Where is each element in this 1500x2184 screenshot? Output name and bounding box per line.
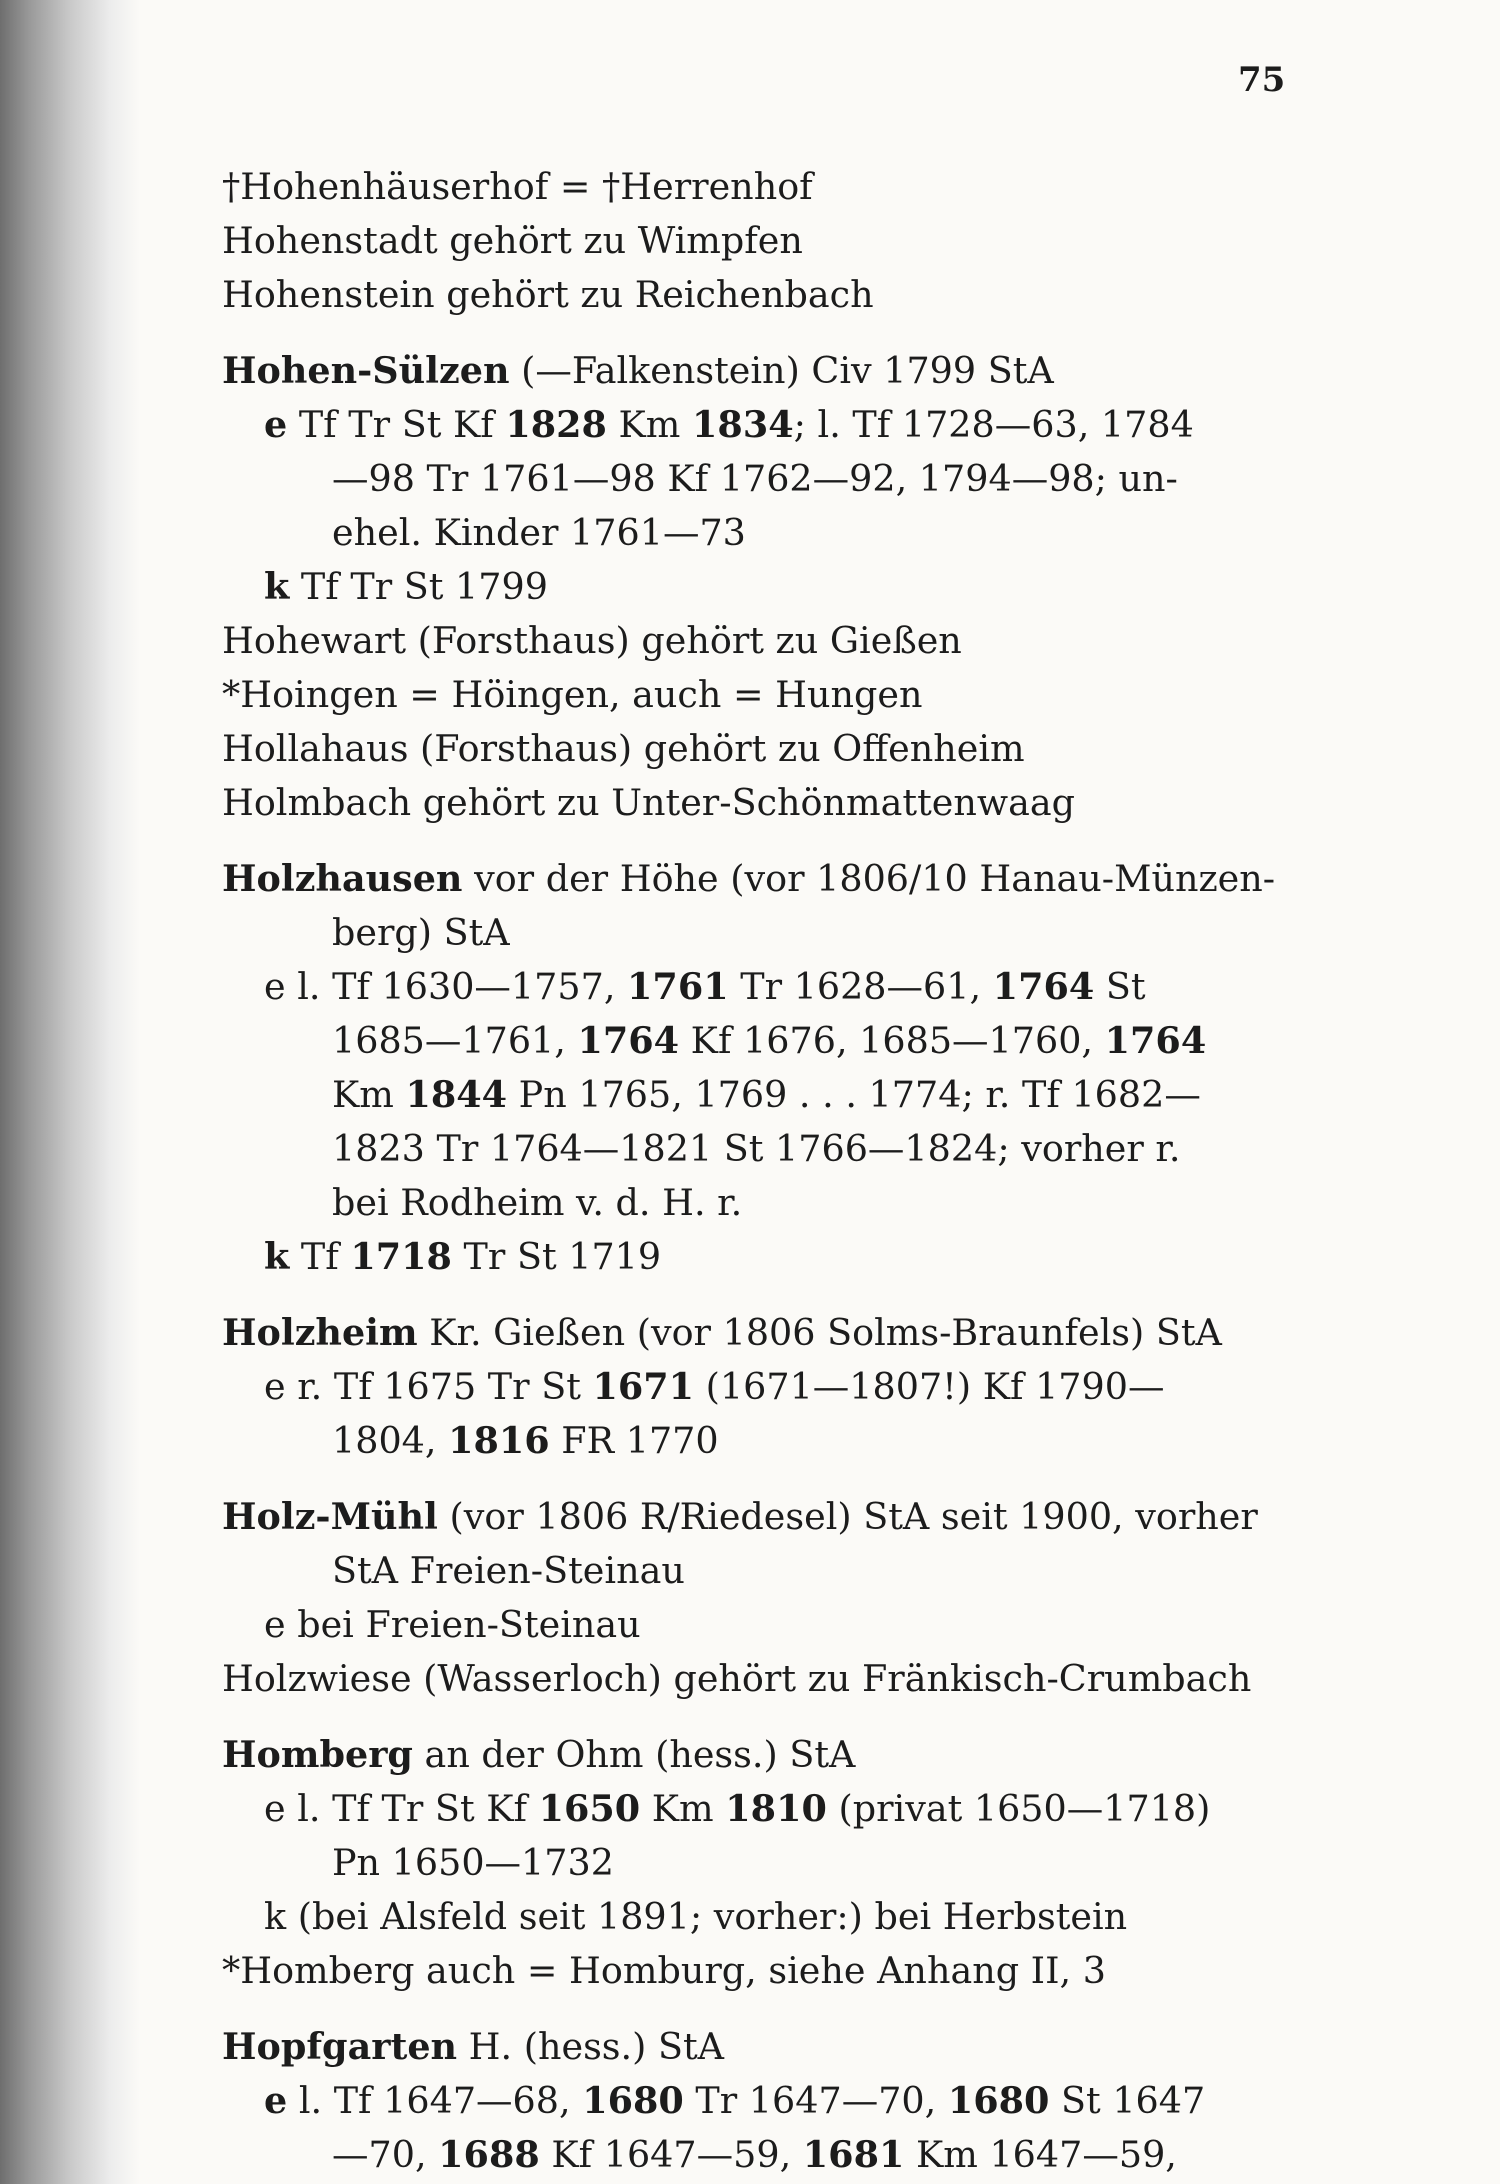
text-segment: Hohenstein gehört zu Reichenbach <box>222 273 874 316</box>
text-line <box>222 2074 1342 2128</box>
text-segment: Kr. Gießen (vor 1806 Solms-Braunfels) StA <box>417 1311 1222 1354</box>
bold-text: 1671 <box>592 1365 695 1408</box>
bold-text: Homberg <box>222 1733 413 1776</box>
bold-text: 1764 <box>992 965 1095 1008</box>
bold-text: Holzheim <box>222 1311 418 1354</box>
text-segment: 1685—1761, <box>332 1019 578 1062</box>
text-line <box>222 214 1342 268</box>
text-segment: e bei Freien-Steinau <box>264 1603 641 1646</box>
text-segment: Holmbach gehört zu Unter-Schönmattenwaag <box>222 781 1075 824</box>
bold-text: Hopfgarten <box>222 2025 458 2068</box>
text-segment: *Homberg auch = Homburg, siehe Anhang II, 3 <box>222 1949 1106 1992</box>
bold-text: 1828 <box>505 403 607 446</box>
text-line <box>222 1306 1342 1360</box>
text-segment: Hohenstadt gehört zu Wimpfen <box>222 219 803 262</box>
text-segment: *Hoingen = Höingen, auch = Hungen <box>222 673 923 716</box>
text-segment: e l. Tf 1630—1757, <box>264 965 628 1008</box>
gazetteer-entries <box>222 160 1342 2182</box>
page-gutter-shadow <box>0 0 140 2184</box>
entry-spacer <box>222 322 1342 344</box>
text-line <box>222 452 1342 506</box>
text-line <box>222 560 1342 614</box>
bold-text: 1844 <box>405 1073 508 1116</box>
bold-text: 1816 <box>448 1419 550 1462</box>
bold-text: 1681 <box>802 2133 905 2176</box>
text-segment: Tf <box>289 1235 351 1278</box>
text-line <box>222 1360 1342 1414</box>
text-line <box>222 668 1342 722</box>
text-line <box>222 722 1342 776</box>
text-line <box>222 1836 1342 1890</box>
text-line <box>222 1490 1342 1544</box>
bold-text: Holz-Mühl <box>222 1495 438 1538</box>
text-segment: Tr St 1719 <box>451 1235 662 1278</box>
text-line <box>222 506 1342 560</box>
text-line <box>222 1068 1342 1122</box>
text-line <box>222 1728 1342 1782</box>
bold-text: k <box>264 565 290 608</box>
text-segment: Holzwiese (Wasserloch) gehört zu Fränkisch-Crumbach <box>222 1657 1252 1700</box>
bold-text: k <box>264 1235 290 1278</box>
text-segment: Kf 1647—59, <box>539 2133 803 2176</box>
text-segment: 1804, <box>332 1419 449 1462</box>
text-segment: H. (hess.) StA <box>457 2025 725 2068</box>
text-line <box>222 852 1342 906</box>
text-segment: Tf Tr St 1799 <box>289 565 548 608</box>
text-line <box>222 268 1342 322</box>
bold-text: e <box>264 403 288 446</box>
text-segment: Pn 1650—1732 <box>332 1841 614 1884</box>
bold-text: Holzhausen <box>222 857 463 900</box>
text-segment: Tr 1647—70, <box>683 2079 948 2122</box>
text-segment: FR 1770 <box>549 1419 719 1462</box>
text-segment: St 1647 <box>1049 2079 1206 2122</box>
text-segment: bei Rodheim v. d. H. r. <box>332 1181 743 1224</box>
text-segment: Km <box>332 1073 406 1116</box>
text-line <box>222 398 1342 452</box>
text-line <box>222 1176 1342 1230</box>
text-segment: Hohewart (Forsthaus) gehört zu Gießen <box>222 619 962 662</box>
text-segment: (1671—1807!) Kf 1790— <box>694 1365 1165 1408</box>
text-segment: ehel. Kinder 1761—73 <box>332 511 746 554</box>
text-line <box>222 906 1342 960</box>
text-segment: an der Ohm (hess.) StA <box>412 1733 856 1776</box>
text-line <box>222 960 1342 1014</box>
bold-text: Hohen-Sülzen <box>222 349 510 392</box>
text-line <box>222 1414 1342 1468</box>
text-segment: (—Falkenstein) Civ 1799 StA <box>509 349 1054 392</box>
text-line <box>222 2020 1342 2074</box>
text-line <box>222 1230 1342 1284</box>
text-segment: †Hohenhäuserhof = †Herrenhof <box>222 165 813 208</box>
bold-text: 1761 <box>627 965 729 1008</box>
text-segment: 1823 Tr 1764—1821 St 1766—1824; vorher r. <box>332 1127 1181 1170</box>
bold-text: 1764 <box>1104 1019 1207 1062</box>
text-segment: Pn 1765, 1769 . . . 1774; r. Tf 1682— <box>507 1073 1201 1116</box>
text-segment: Km <box>640 1787 726 1830</box>
text-line <box>222 344 1342 398</box>
text-segment: e l. Tf Tr St Kf <box>264 1787 539 1830</box>
text-line <box>222 1598 1342 1652</box>
text-segment: —98 Tr 1761—98 Kf 1762—92, 1794—98; un- <box>332 457 1178 500</box>
text-segment: (privat 1650—1718) <box>826 1787 1211 1830</box>
entry-spacer <box>222 1468 1342 1490</box>
bold-text: 1764 <box>577 1019 680 1062</box>
text-segment: Km 1647—59, <box>904 2133 1177 2176</box>
text-segment: St <box>1094 965 1146 1008</box>
text-segment: vor der Höhe (vor 1806/10 Hanau-Münzen- <box>462 857 1276 900</box>
entry-spacer <box>222 830 1342 852</box>
text-line <box>222 1782 1342 1836</box>
entry-spacer <box>222 1706 1342 1728</box>
bold-text: e <box>264 2079 288 2122</box>
text-segment: e r. Tf 1675 Tr St <box>264 1365 593 1408</box>
text-line <box>222 776 1342 830</box>
text-segment: Tf Tr St Kf <box>287 403 506 446</box>
text-segment: Kf 1676, 1685—1760, <box>679 1019 1105 1062</box>
text-line <box>222 1944 1342 1998</box>
text-line <box>222 1652 1342 1706</box>
text-segment: k (bei Alsfeld seit 1891; vorher:) bei Herbstein <box>264 1895 1128 1938</box>
text-segment: ; l. Tf 1728—63, 1784 <box>793 403 1194 446</box>
bold-text: 1680 <box>947 2079 1050 2122</box>
bold-text: 1834 <box>692 403 794 446</box>
text-segment: Km <box>606 403 693 446</box>
bold-text: 1650 <box>538 1787 641 1830</box>
text-line <box>222 614 1342 668</box>
text-segment: berg) StA <box>332 911 510 954</box>
text-segment: StA Freien-Steinau <box>332 1549 685 1592</box>
text-line <box>222 1122 1342 1176</box>
text-line <box>222 1544 1342 1598</box>
text-segment: l. Tf 1647—68, <box>287 2079 583 2122</box>
entry-spacer <box>222 1284 1342 1306</box>
bold-text: 1688 <box>438 2133 540 2176</box>
bold-text: 1680 <box>582 2079 684 2122</box>
text-segment: —70, <box>332 2133 439 2176</box>
text-line <box>222 1014 1342 1068</box>
bold-text: 1718 <box>350 1235 452 1278</box>
bold-text: 1810 <box>725 1787 827 1830</box>
text-segment: (vor 1806 R/Riedesel) StA seit 1900, vorher <box>437 1495 1258 1538</box>
text-segment: Tr 1628—61, <box>728 965 993 1008</box>
text-line <box>222 2128 1342 2182</box>
text-segment: Hollahaus (Forsthaus) gehört zu Offenheim <box>222 727 1025 770</box>
entry-spacer <box>222 1998 1342 2020</box>
page-number: 75 <box>1238 60 1286 100</box>
text-line <box>222 1890 1342 1944</box>
text-line <box>222 160 1342 214</box>
